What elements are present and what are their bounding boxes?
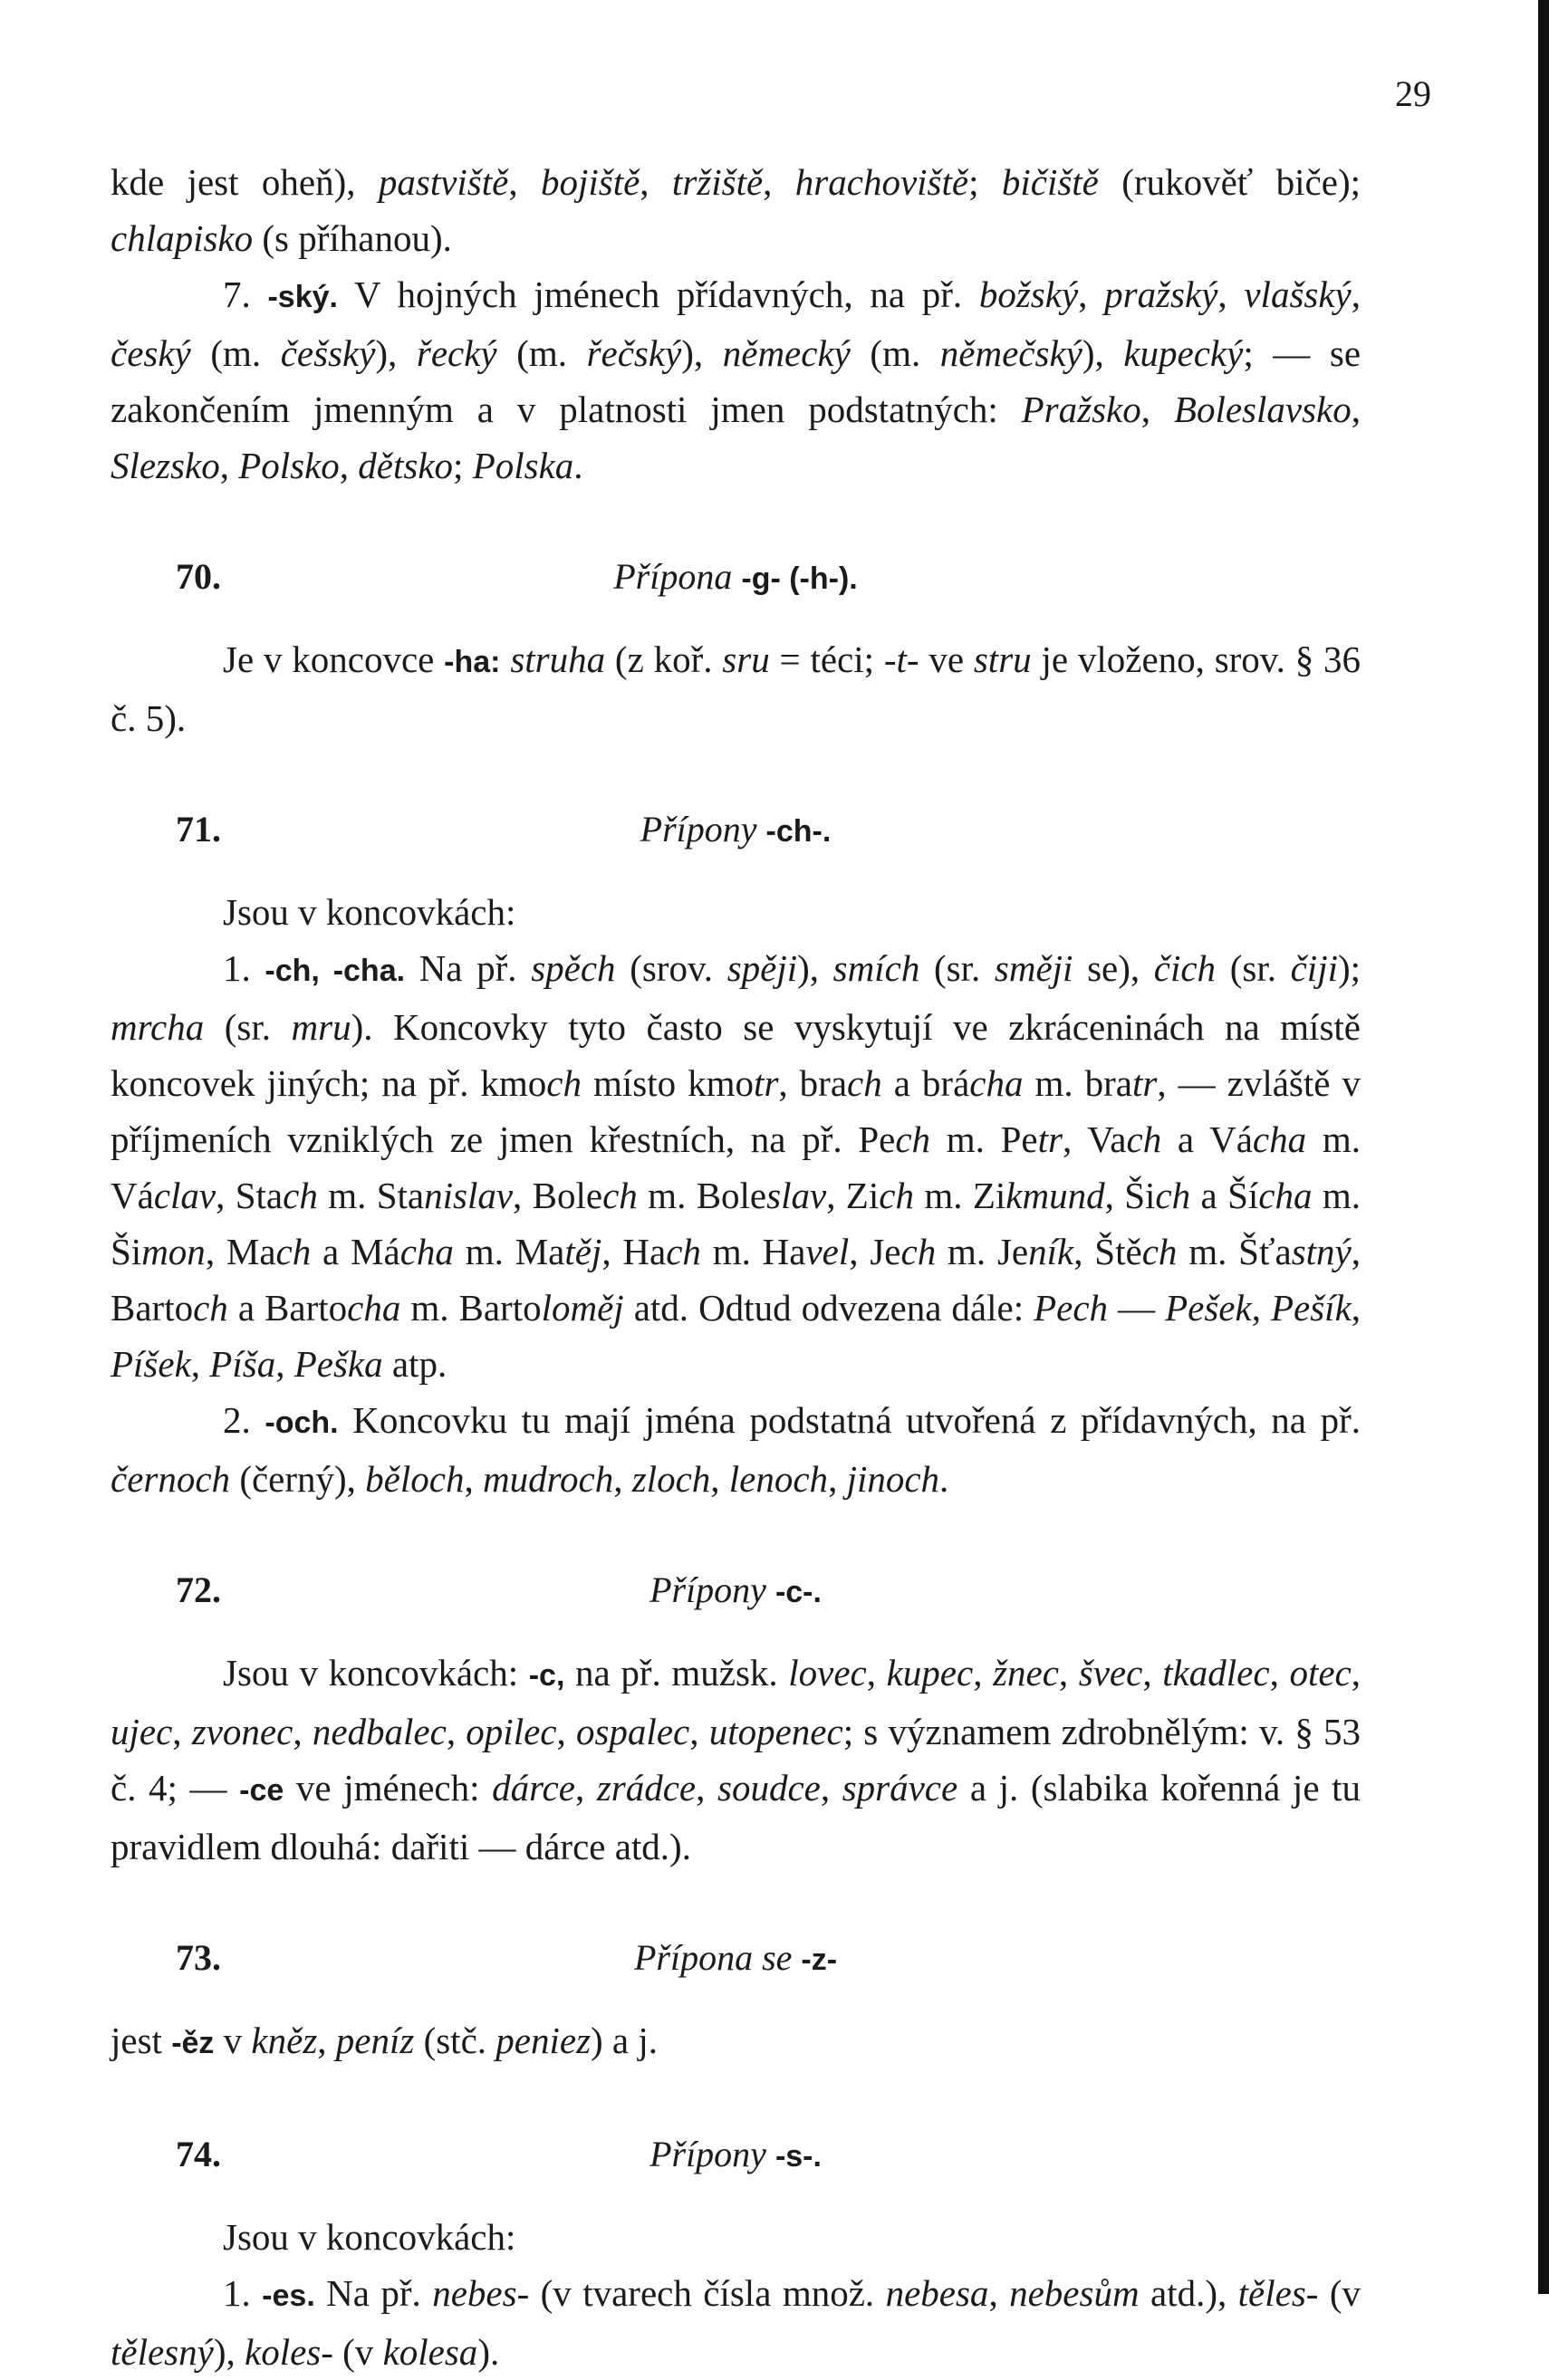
paragraph: 7. -ský. V hojných jménech přídavných, na př. božský, pražský, vlašský, český (m. češský), řecký (m. řečský), německý (m. němečský), kupecký; — se zakončením jmenným a v platnosti jmen podstatných: Pražsko, Boleslavsko, Slezsko, Polsko, dětsko; Polska. xyxy=(111,274,1361,486)
section-title: Přípony -ch-. xyxy=(640,809,832,849)
section-title: Přípony -s-. xyxy=(649,2134,822,2174)
section-number: 70. xyxy=(176,556,221,597)
section-heading-71 xyxy=(111,801,1361,859)
paragraph: Jsou v koncovkách: -c, na př. mužsk. lovec, kupec, žnec, švec, tkadlec, otec, ujec, zvonec, nedbalec, opilec, ospalec, utopenec; s významem zdrobnělým: v. § 53 č. 4; — -ce ve jménech: dárce, zrádce, soudce, správce a j. (slabika kořenná je tu pravidlem dlouhá: dařiti — dárce atd.). xyxy=(111,1652,1361,1867)
paragraph: jest -ěz v kněz, peníz (stč. peniez) a j. xyxy=(111,2020,659,2061)
section-heading-74 xyxy=(111,2126,1361,2183)
section-heading-73 xyxy=(111,1929,1361,1987)
section-number: 73. xyxy=(176,1937,221,1978)
section-title: Přípona -g- (-h-). xyxy=(613,556,858,597)
paragraph: 1. -es. Na př. nebes- (v tvarech čísla množ. nebesa, nebesům atd.), těles- (v tělesný), koles- (v kolesa). xyxy=(111,2272,1361,2373)
paragraph: Jsou v koncovkách: xyxy=(223,891,516,933)
paragraph: kde jest oheň), pastviště, bojiště, tržiště, hrachoviště; bičiště (rukověť biče); chlapisko (s příhanou). xyxy=(111,161,1361,259)
section-number: 74. xyxy=(176,2134,221,2174)
page-number: 29 xyxy=(1395,73,1431,114)
section-number: 71. xyxy=(176,809,221,849)
scan-edge xyxy=(1538,0,1549,2294)
section-title: Přípony -c-. xyxy=(649,1569,822,1610)
section-heading-70 xyxy=(111,548,1361,606)
paragraph: Jsou v koncovkách: xyxy=(223,2216,516,2258)
section-title: Přípona se -z- xyxy=(633,1937,838,1978)
paragraph: Je v koncovce -ha: struha (z koř. sru = téci; -t- ve stru je vloženo, srov. § 36 č. 5). xyxy=(111,638,1361,739)
paragraph: 1. -ch, -cha. Na př. spěch (srov. spěji), smích (sr. směji se), čich (sr. čiji); mrcha (sr. mru). Koncovky tyto často se vyskytují ve zkráceninách na místě koncovek jiných; na př. kmoch místo kmotr, brach a brácha m. bratr, — zvláště v příjmeních vzniklých ze jmen křestních, na př. Pech m. Petr, Vach a Vácha m. Václav, Stach m. Stanislav, Bolech m. Boleslav, Zich m. Zikmund, Šich a Šícha m. Šimon, Mach a Mácha m. Matěj, Hach m. Havel, Jech m. Jeník, Štěch m. Šťastný, Bartoch a Bartocha m. Bartoloměj atd. Odtud odvezena dále: Pech — Pešek, Pešík, Píšek, Píša, Peška atp. xyxy=(111,947,1361,1385)
section-number: 72. xyxy=(176,1569,221,1610)
page-body xyxy=(111,154,1361,2380)
section-heading-72 xyxy=(111,1561,1361,1619)
paragraph: 2. -och. Koncovku tu mají jména podstatná utvořená z přídavných, na př. černoch (černý), běloch, mudroch, zloch, lenoch, jinoch. xyxy=(111,1399,1361,1500)
